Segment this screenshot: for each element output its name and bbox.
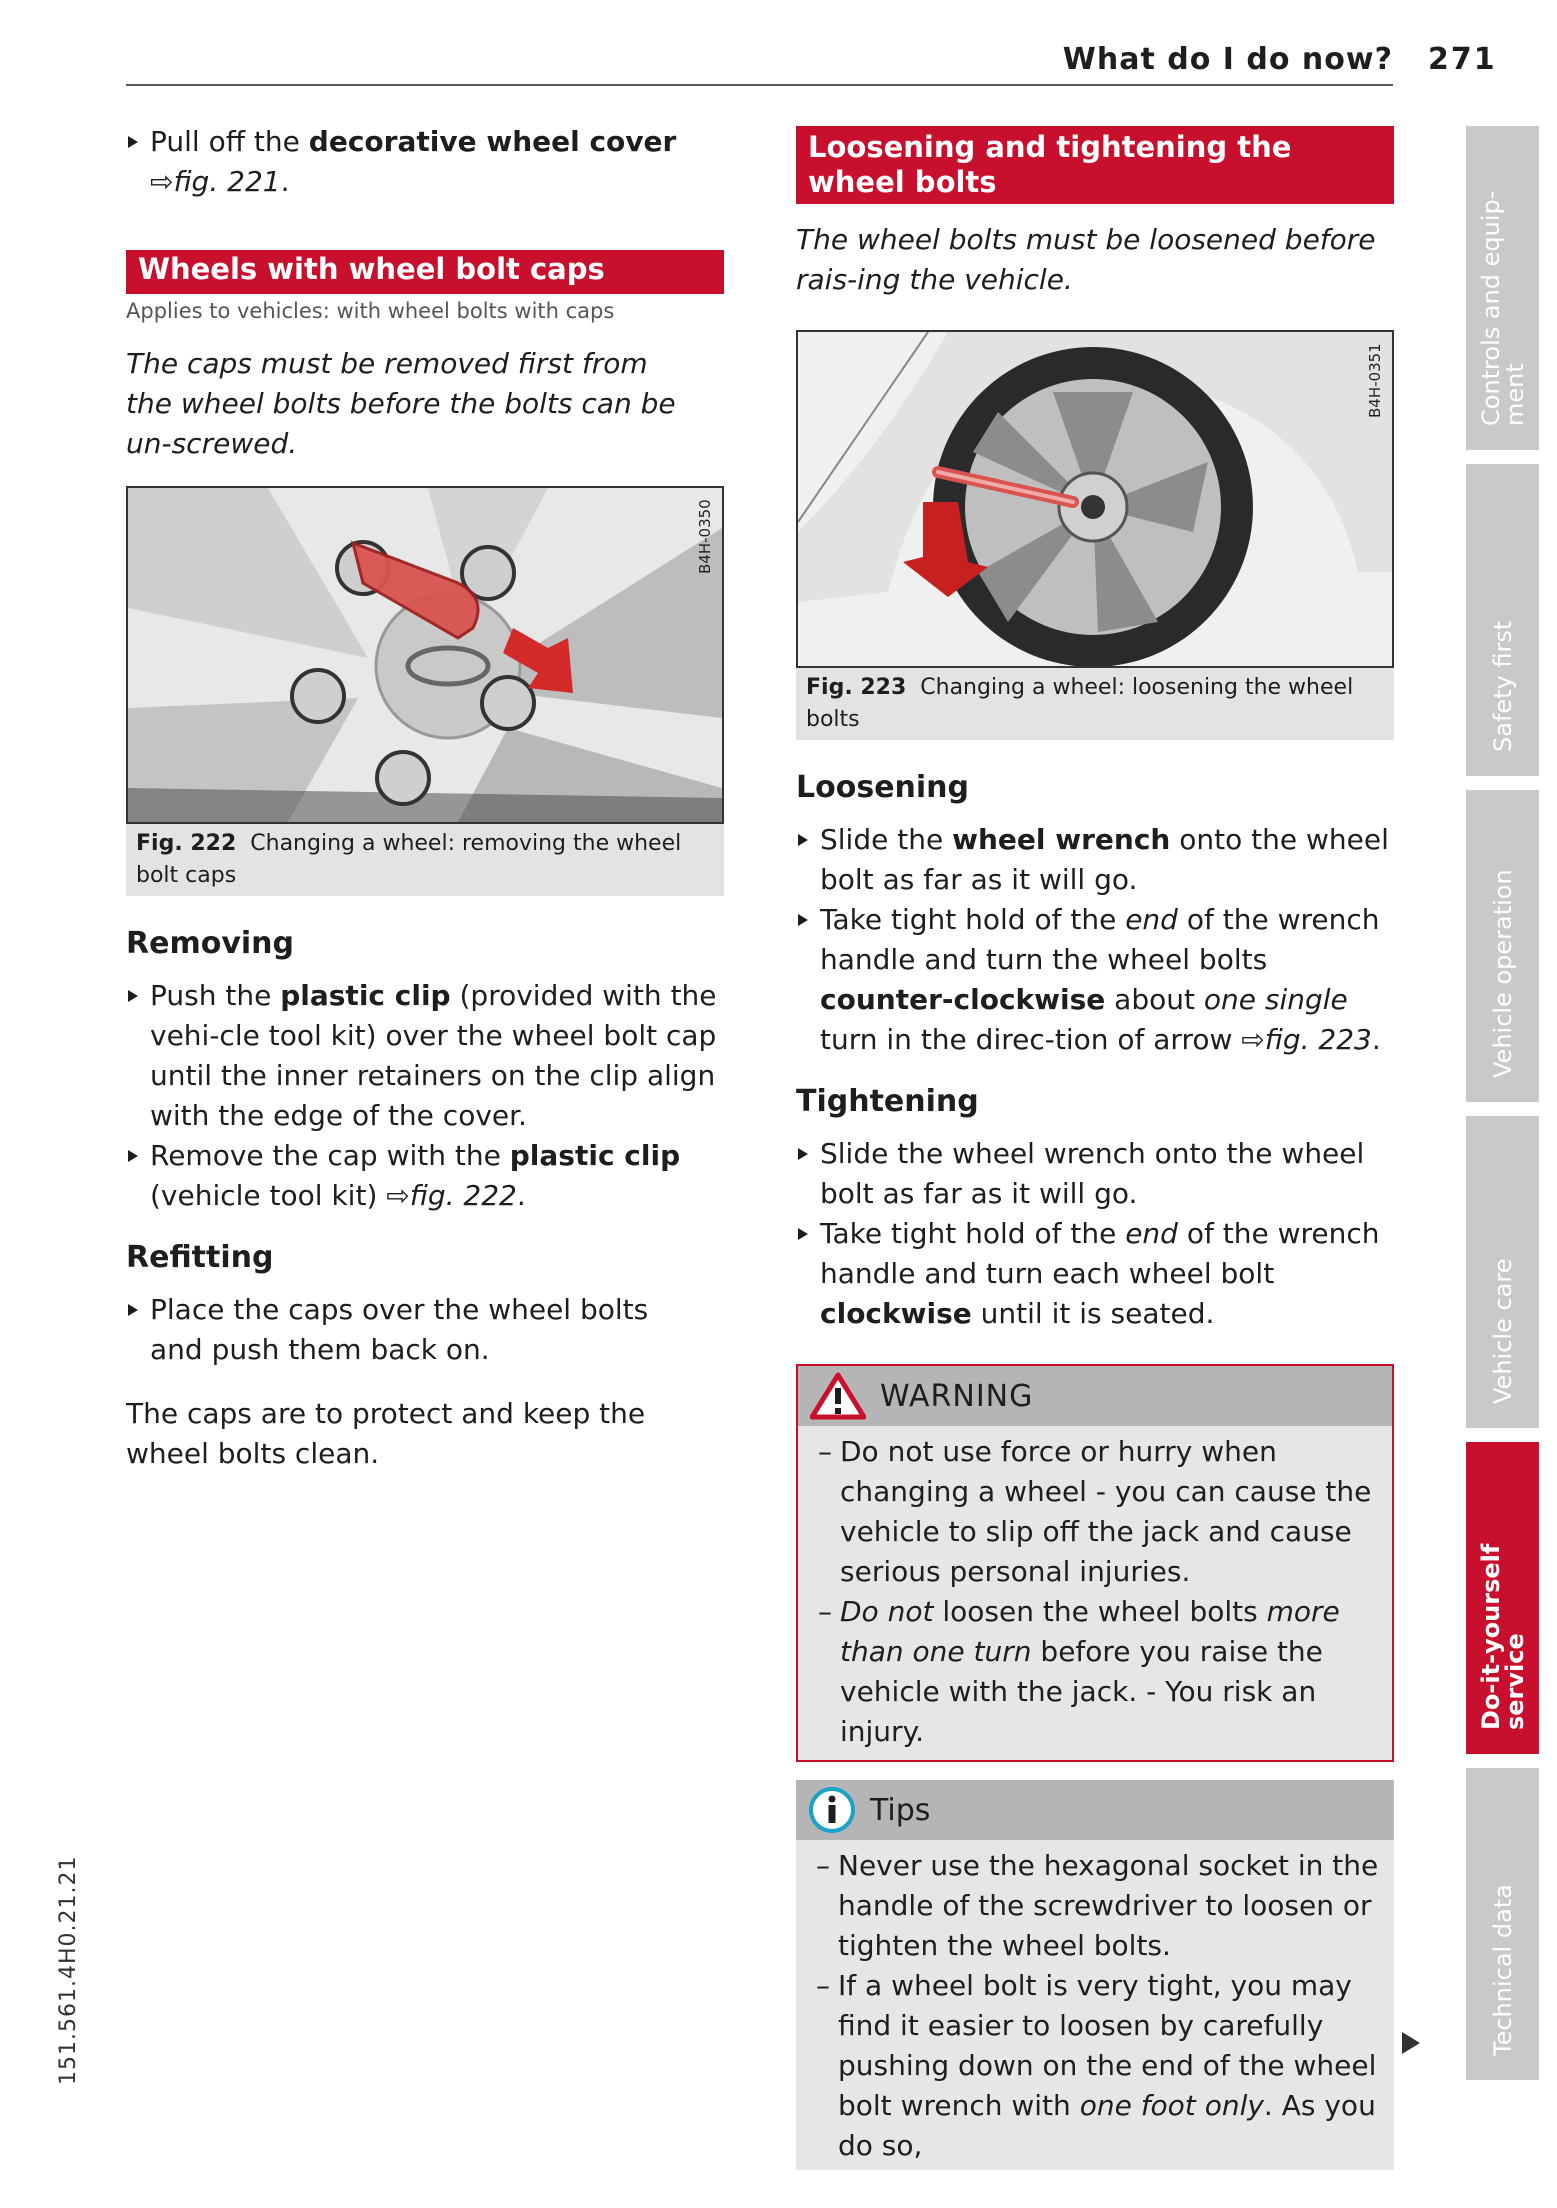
page-number: 271	[1428, 42, 1497, 77]
tab-do-it-yourself-service[interactable]	[1466, 1442, 1539, 1754]
tightening-step-2-b: end	[1125, 1217, 1178, 1250]
loosening-step-2-e: one single	[1203, 983, 1348, 1016]
loosening-step-1	[796, 820, 1394, 900]
tips-box	[796, 1780, 1394, 2170]
figure-222-caption-text: Changing a wheel: removing the wheel bolt caps	[136, 831, 682, 888]
tightening-step-1: Slide the wheel wrench onto the wheel bolt as far as it will go.	[796, 1134, 1394, 1214]
warning-body	[798, 1426, 1392, 1760]
warning-item-2-c: more than one turn	[840, 1595, 1340, 1668]
removing-step-1-rest: (provided with the vehi-cle tool kit) over the wheel bolt cap until the inner retainers on the clip align with the edge of the cover.	[150, 979, 717, 1132]
info-icon	[808, 1786, 856, 1834]
section-title-wheel-bolt-caps: Wheels with wheel bolt caps	[126, 250, 724, 294]
loosening-step-2-bold: counter-clockwise	[820, 983, 1106, 1016]
tips-title: Tips	[870, 1792, 931, 1828]
tab-operation-label: Vehicle operation	[1488, 869, 1517, 1078]
tightening-step-2-c: of the wrench handle and turn each wheel bolt	[820, 1217, 1380, 1290]
removing-step-1-bold: plastic clip	[280, 979, 451, 1012]
tab-vehicle-care[interactable]	[1466, 1116, 1539, 1428]
figure-223-caption-text: Changing a wheel: loosening the wheel bolts	[806, 675, 1354, 732]
warning-item-1: – Do not use force or hurry when changing a wheel - you can cause the vehicle to slip off the jack and cause serious personal injuries.	[818, 1432, 1380, 1592]
tips-item-2-b: one foot only	[1079, 2089, 1264, 2122]
warning-header	[798, 1366, 1392, 1426]
warning-item-2-a: Do not	[840, 1595, 934, 1628]
tab-safety-label: Safety first	[1488, 620, 1517, 752]
wheel-bolt-caps-illustration	[128, 488, 722, 822]
removing-step-2-text: Remove the cap with the	[150, 1139, 510, 1172]
caps-note: The caps are to protect and keep the wheel bolts clean.	[126, 1397, 646, 1470]
removing-step-2-bold: plastic clip	[509, 1139, 681, 1172]
warning-title: WARNING	[880, 1378, 1034, 1414]
loosening-step-1-bold: wheel wrench	[952, 823, 1171, 856]
warning-item-2-d: before you raise the vehicle with the jack. - You risk an injury.	[840, 1635, 1323, 1748]
fig-222-link[interactable]: ⇨fig. 222	[386, 1179, 517, 1212]
page-header	[126, 38, 1393, 86]
heading-loosening: Loosening	[796, 770, 970, 805]
figure-223-image	[796, 330, 1394, 668]
left-column	[126, 122, 724, 1474]
tab-technical-data[interactable]	[1466, 1768, 1539, 2080]
warning-box	[796, 1364, 1394, 1762]
fig-223-link[interactable]: ⇨fig. 223	[1241, 1023, 1372, 1056]
tightening-step-2	[796, 1214, 1394, 1334]
continue-arrow-icon[interactable]	[1402, 2032, 1420, 2054]
tips-item-2-c: . As you do so,	[838, 2089, 1376, 2162]
figure-222-code: B4H-0350	[696, 499, 714, 574]
warning-triangle-icon	[810, 1372, 866, 1420]
removing-step-1	[126, 976, 724, 1136]
figure-222-number: Fig. 222	[136, 831, 237, 856]
header-title: What do I do now?	[1062, 42, 1393, 77]
loosening-step-2-f: turn in the direc-tion of arrow	[820, 1023, 1242, 1056]
refitting-step-1: Place the caps over the wheel bolts and push them back on.	[126, 1290, 690, 1370]
figure-222-image	[126, 486, 724, 824]
heading-refitting: Refitting	[126, 1240, 274, 1275]
tab-vehicle-operation[interactable]	[1466, 790, 1539, 1102]
tips-header	[796, 1780, 1394, 1840]
tab-controls-label: Controls and equip- ment	[1476, 190, 1529, 426]
figure-223-caption	[796, 668, 1394, 740]
intro-bullet-end: .	[280, 165, 290, 198]
tab-care-label: Vehicle care	[1488, 1258, 1517, 1404]
tightening-step-2-d: until it is seated.	[971, 1297, 1215, 1330]
intro-bullet-bold: decorative wheel cover	[308, 125, 677, 158]
right-column	[796, 126, 1394, 2170]
figure-223	[796, 330, 1394, 740]
applies-to-note: Applies to vehicles: with wheel bolts with caps	[126, 299, 615, 323]
tab-technical-label: Technical data	[1488, 1884, 1517, 2056]
figure-223-number: Fig. 223	[806, 675, 907, 700]
removing-step-2-end: .	[516, 1179, 526, 1212]
loosening-step-1-text: Slide the	[820, 823, 953, 856]
removing-step-1-text: Push the	[150, 979, 281, 1012]
loosening-step-2	[796, 900, 1394, 1060]
section-intro: The caps must be removed first from the wheel bolts before the bolts can be un-screwed.	[126, 347, 676, 460]
tips-item-1: – Never use the hexagonal socket in the handle of the screwdriver to loosen or tighten the wheel bolts.	[816, 1846, 1382, 1966]
removing-step-2	[126, 1136, 724, 1216]
wheel-wrench-illustration	[798, 332, 1392, 666]
figure-222-caption	[126, 824, 724, 896]
document-code	[56, 1856, 81, 2085]
tips-item-2-a: If a wheel bolt is very tight, you may find it easier to loosen by carefully pushing down on the end of the wheel bolt wrench with	[838, 1969, 1377, 2122]
tips-body	[796, 1840, 1394, 2170]
loosening-step-2-b: end	[1125, 903, 1178, 936]
tightening-step-2-a: Take tight hold of the	[820, 1217, 1126, 1250]
loosening-step-2-end: .	[1371, 1023, 1381, 1056]
intro-bullet-text: Pull off the	[150, 125, 309, 158]
heading-removing: Removing	[126, 926, 294, 961]
document-code-text: 151.561.4H0.21.21	[56, 1855, 81, 2085]
loosening-step-1-rest: onto the wheel bolt as far as it will go.	[820, 823, 1389, 896]
figure-222	[126, 486, 724, 896]
loosening-step-2-d: about	[1105, 983, 1204, 1016]
loosening-step-2-a: Take tight hold of the	[820, 903, 1126, 936]
fig-221-link[interactable]: ⇨fig. 221	[150, 165, 281, 198]
tab-safety-first[interactable]	[1466, 464, 1539, 776]
tightening-step-2-bold: clockwise	[820, 1297, 972, 1330]
figure-223-code: B4H-0351	[1366, 343, 1384, 418]
section-title-loosening-tightening: Loosening and tightening the wheel bolts	[796, 126, 1394, 204]
tab-controls-and-equipment[interactable]	[1466, 126, 1539, 450]
removing-step-2-rest: (vehicle tool kit)	[150, 1179, 387, 1212]
warning-item-2-b: loosen the wheel bolts	[933, 1595, 1267, 1628]
tab-diy-label: Do-it-yourself service	[1476, 1543, 1529, 1730]
tips-item-2	[816, 1966, 1382, 2166]
loosening-intro: The wheel bolts must be loosened before rais-ing the vehicle.	[796, 223, 1376, 296]
warning-item-2	[818, 1592, 1380, 1752]
loosening-step-2-c: of the wrench handle and turn the wheel bolts	[820, 903, 1380, 976]
heading-tightening: Tightening	[796, 1084, 979, 1119]
intro-bullet	[126, 122, 724, 202]
